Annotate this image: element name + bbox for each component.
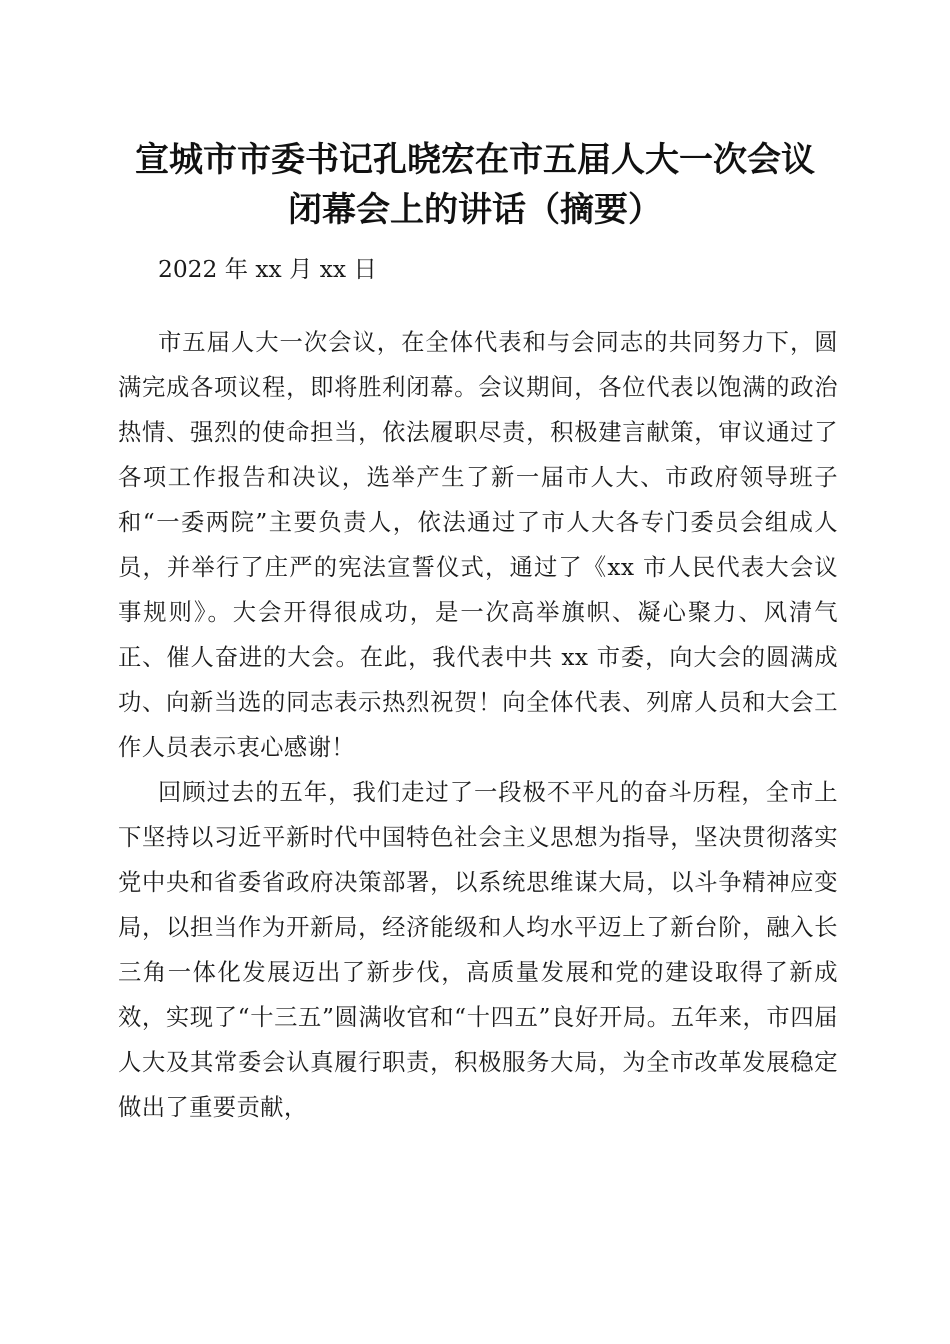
document-title-line-2: 闭幕会上的讲话（摘要）	[288, 190, 662, 230]
document-body	[118, 320, 838, 1130]
paragraph-opening: 市五届人大一次会议，在全体代表和与会同志的共同努力下，圆满完成各项议程，即将胜利闭幕。会议期间，各位代表以饱满的政治热情、强烈的使命担当，依法履职尽责，积极建言献策，审议通过了各项工作报告和决议，选举产生了新一届市人大、市政府领导班子和“一委两院”主要负责人，依法通过了市人大各专门委员会组成人员，并举行了庄严的宪法宣誓仪式，通过了《xx 市人民代表大会议事规则》。大会开得很成功，是一次高举旗帜、凝心聚力、风清气正、催人奋进的大会。在此，我代表中共 xx 市委，向大会的圆满成功、向新当选的同志表示热烈祝贺！向全体代表、列席人员和大会工作人员表示衷心感谢！	[118, 329, 838, 761]
paragraph-review: 回顾过去的五年，我们走过了一段极不平凡的奋斗历程，全市上下坚持以习近平新时代中国特色社会主义思想为指导，坚决贯彻落实党中央和省委省政府决策部署，以系统思维谋大局，以斗争精神应变局，以担当作为开新局，经济能级和人均水平迈上了新台阶，融入长三角一体化发展迈出了新步伐，高质量发展和党的建设取得了新成效，实现了“十三五”圆满收官和“十四五”良好开局。五年来，市四届人大及其常委会认真履行职责，积极服务大局，为全市改革发展稳定做出了重要贡献，	[118, 779, 838, 1121]
document-title-line-1: 宣城市市委书记孔晓宏在市五届人大一次会议	[135, 140, 815, 180]
document-date: 2022 年 xx 月 xx 日	[158, 256, 377, 283]
